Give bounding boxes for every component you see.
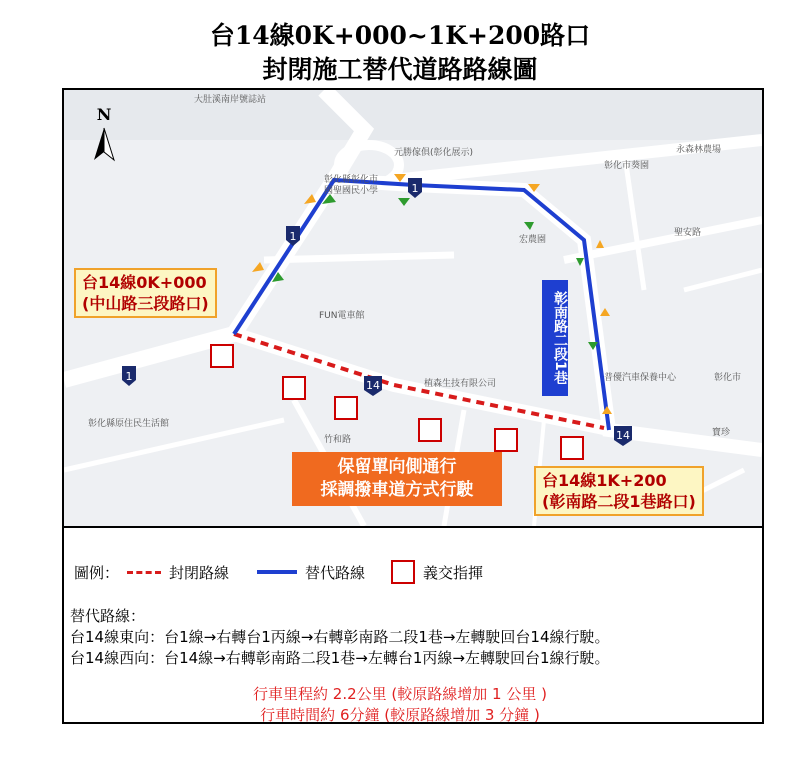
page-title: 台14線0K+000~1K+200路口 <box>209 21 591 50</box>
alt-east-row <box>70 627 610 648</box>
time-summary: 行車時間約 6分鐘 (較原路線增加 3 分鐘 ) <box>260 706 540 724</box>
legend-alternate-label: 替代路線 <box>305 563 366 582</box>
svg-text:1: 1 <box>289 230 297 243</box>
alt-west-label: 台14線西向： <box>70 649 165 667</box>
notice-label <box>292 452 502 506</box>
legend-row <box>74 560 483 584</box>
legend-flagger-label: 義交指揮 <box>423 563 484 582</box>
svg-text:聖安路: 聖安路 <box>674 228 702 238</box>
svg-text:元勝傢俱(彰化展示): 元勝傢俱(彰化展示) <box>394 148 474 158</box>
start-label-line1: 台14線0K+000 <box>82 273 207 292</box>
svg-text:14: 14 <box>616 429 630 442</box>
flagger-icon <box>282 376 306 400</box>
alt-routes <box>70 606 610 669</box>
flagger-icon <box>210 344 234 368</box>
svg-text:永森林農場: 永森林農場 <box>676 145 722 155</box>
alt-east-text: 台1線→右轉台1丙線→右轉彰南路二段1巷→左轉駛回台14線行駛。 <box>164 628 610 646</box>
svg-text:竹和路: 竹和路 <box>324 435 352 445</box>
svg-text:宏農園: 宏農園 <box>519 235 547 245</box>
alt-heading: 替代路線： <box>70 607 146 625</box>
flagger-icon <box>560 436 584 460</box>
notice-line1: 保留單向側通行 <box>337 457 457 477</box>
notice-line2: 採調撥車道方式行駛 <box>320 480 474 500</box>
distance-summary: 行車里程約 2.2公里 (較原路線增加 1 公里 ) <box>253 685 547 703</box>
svg-text:普優汽車保養中心: 普優汽車保養中心 <box>604 373 677 383</box>
svg-text:植森生技有限公司: 植森生技有限公司 <box>424 379 497 389</box>
map-panel <box>64 90 762 526</box>
svg-text:彰化縣原住民生活館: 彰化縣原住民生活館 <box>88 419 170 429</box>
svg-text:N: N <box>96 105 112 124</box>
svg-text:國聖國民小學: 國聖國民小學 <box>324 186 379 196</box>
svg-text:1: 1 <box>125 370 133 383</box>
svg-text:大肚溪南岸號誌站: 大肚溪南岸號誌站 <box>194 95 267 105</box>
flagger-icon <box>494 428 518 452</box>
svg-text:寶珍: 寶珍 <box>712 428 731 438</box>
flagger-icon <box>334 396 358 420</box>
map-legend-divider <box>64 526 762 534</box>
page-subtitle: 封閉施工替代道路路線圖 <box>262 55 538 84</box>
alt-east-label: 台14線東向： <box>70 628 165 646</box>
end-label-line1: 台14線1K+200 <box>542 471 667 490</box>
svg-text:彰化縣彰化市: 彰化縣彰化市 <box>324 175 379 185</box>
end-point-label <box>534 466 704 516</box>
svg-text:14: 14 <box>366 379 380 392</box>
changnan-road-label: 彰南路二段1巷 <box>542 280 568 396</box>
alt-west-row <box>70 648 610 669</box>
alt-west-text: 台14線→右轉彰南路二段1巷→左轉台1丙線→左轉駛回台1線行駛。 <box>164 649 610 667</box>
closed-route-swatch <box>127 571 161 574</box>
flagger-icon <box>418 418 442 442</box>
start-label-line2: (中山路三段路口) <box>82 294 209 313</box>
legend-closed-label: 封閉路線 <box>169 563 230 582</box>
svg-text:彰化市: 彰化市 <box>714 373 742 383</box>
svg-text:FUN電車館: FUN電車館 <box>319 311 365 321</box>
flagger-legend-icon <box>391 560 415 584</box>
svg-text:彰化市葵園: 彰化市葵園 <box>604 161 650 171</box>
alternate-route-swatch <box>257 570 297 574</box>
legend-prefix: 圖例： <box>74 563 120 582</box>
end-label-line2: (彰南路二段1巷路口) <box>542 492 696 511</box>
start-point-label <box>74 268 217 318</box>
svg-text:1: 1 <box>411 182 419 195</box>
